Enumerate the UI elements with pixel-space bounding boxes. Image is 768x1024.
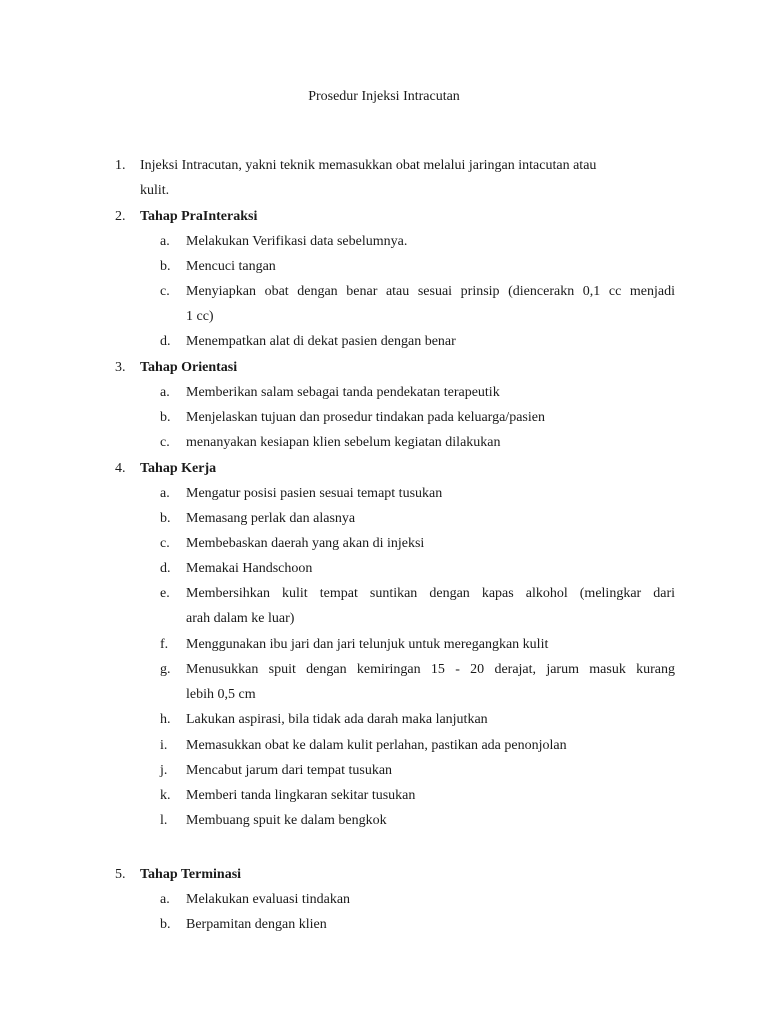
list-item: menanyakan kesiapan klien sebelum kegiatan dilakukan <box>186 435 501 450</box>
section-text: Injeksi Intracutan, yakni teknik memasukkan obat melalui jaringan intacutan atau <box>140 158 597 173</box>
list-item: Menempatkan alat di dekat pasien dengan benar <box>186 334 456 349</box>
item-letter: c. <box>160 284 170 299</box>
section-heading: Tahap Orientasi <box>140 360 238 375</box>
item-letter: c. <box>160 435 170 450</box>
item-letter: g. <box>160 662 171 677</box>
item-letter: a. <box>160 385 170 400</box>
item-letter: i. <box>160 738 168 753</box>
list-item: Melakukan evaluasi tindakan <box>186 892 351 907</box>
item-letter: c. <box>160 536 170 551</box>
list-item: Lakukan aspirasi, bila tidak ada darah maka lanjutkan <box>186 712 488 727</box>
list-item-continued: lebih 0,5 cm <box>186 687 256 702</box>
list-item: Mencuci tangan <box>186 259 276 274</box>
item-letter: k. <box>160 788 171 803</box>
list-item: Membebaskan daerah yang akan di injeksi <box>186 536 425 551</box>
list-item: Memberi tanda lingkaran sekitar tusukan <box>186 788 416 803</box>
list-item: Memasukkan obat ke dalam kulit perlahan, pastikan ada penonjolan <box>186 738 567 753</box>
section-number: 5. <box>115 867 126 882</box>
item-letter: d. <box>160 561 171 576</box>
document-title: Prosedur Injeksi Intracutan <box>308 89 460 104</box>
item-letter: a. <box>160 892 170 907</box>
list-item: Menusukkan spuit dengan kemiringan 15 - 20 derajat, jarum masuk kurang <box>186 662 675 677</box>
section-text-continued: kulit. <box>140 183 170 198</box>
item-letter: b. <box>160 410 171 425</box>
list-item: Menggunakan ibu jari dan jari telunjuk untuk meregangkan kulit <box>186 637 549 652</box>
section-number: 1. <box>115 158 126 173</box>
list-item: Mencabut jarum dari tempat tusukan <box>186 763 393 778</box>
item-letter: b. <box>160 917 171 932</box>
section-heading: Tahap Terminasi <box>140 867 242 882</box>
item-letter: a. <box>160 234 170 249</box>
section-heading: Tahap PraInteraksi <box>140 209 258 224</box>
item-letter: a. <box>160 486 170 501</box>
item-letter: d. <box>160 334 171 349</box>
item-letter: f. <box>160 637 169 652</box>
list-item: Menyiapkan obat dengan benar atau sesuai prinsip (diencerakn 0,1 cc menjadi <box>186 284 675 299</box>
item-letter: h. <box>160 712 171 727</box>
list-item: Membersihkan kulit tempat suntikan dengan kapas alkohol (melingkar dari <box>186 586 675 601</box>
list-item: Melakukan Verifikasi data sebelumnya. <box>186 234 408 249</box>
item-letter: e. <box>160 586 170 601</box>
list-item: Mengatur posisi pasien sesuai temapt tusukan <box>186 486 443 501</box>
item-letter: j. <box>160 763 168 778</box>
section-number: 4. <box>115 461 126 476</box>
item-letter: b. <box>160 259 171 274</box>
list-item-continued: 1 cc) <box>186 309 214 324</box>
list-item: Memakai Handschoon <box>186 561 313 576</box>
item-letter: b. <box>160 511 171 526</box>
section-number: 2. <box>115 209 126 224</box>
list-item: Menjelaskan tujuan dan prosedur tindakan pada keluarga/pasien <box>186 410 545 425</box>
list-item: Berpamitan dengan klien <box>186 917 327 932</box>
section-heading: Tahap Kerja <box>140 461 217 476</box>
list-item: Memberikan salam sebagai tanda pendekatan terapeutik <box>186 385 500 400</box>
list-item-continued: arah dalam ke luar) <box>186 611 295 626</box>
section-number: 3. <box>115 360 126 375</box>
item-letter: l. <box>160 813 168 828</box>
list-item: Memasang perlak dan alasnya <box>186 511 356 526</box>
list-item: Membuang spuit ke dalam bengkok <box>186 813 387 828</box>
